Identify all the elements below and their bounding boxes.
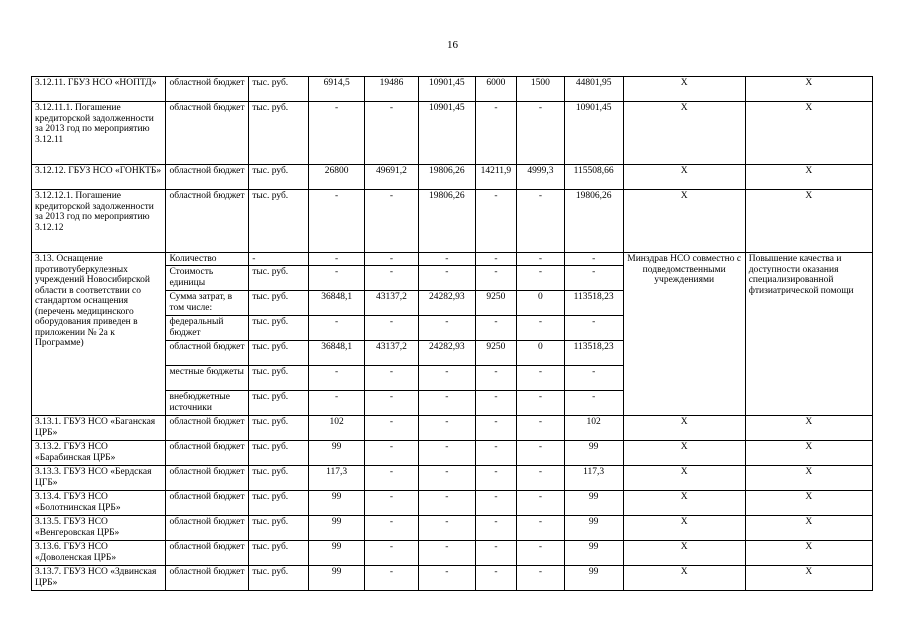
value-cell: -: [475, 466, 516, 491]
executor-cell: X: [623, 416, 745, 441]
value-cell: 19806,26: [564, 190, 623, 253]
executor-cell: X: [623, 77, 745, 102]
funding-source: областной бюджет: [166, 190, 249, 253]
value-cell: -: [418, 253, 475, 266]
value-cell: 99: [309, 441, 365, 466]
table-row: [32, 102, 873, 165]
funding-source: местные бюджеты: [166, 366, 249, 391]
value-cell: 9250: [475, 341, 516, 366]
executor-cell: X: [623, 441, 745, 466]
unit-cell: тыс. руб.: [249, 291, 309, 316]
value-cell: -: [475, 391, 516, 416]
unit-cell: тыс. руб.: [249, 391, 309, 416]
value-cell: 115508,66: [564, 165, 623, 190]
result-cell: X: [745, 102, 872, 165]
funding-source: федеральный бюджет: [166, 316, 249, 341]
value-cell: 10901,45: [418, 102, 475, 165]
unit-cell: тыс. руб.: [249, 341, 309, 366]
value-cell: -: [365, 391, 419, 416]
unit-cell: тыс. руб.: [249, 466, 309, 491]
value-cell: 14211,9: [475, 165, 516, 190]
value-cell: -: [418, 541, 475, 566]
executor-cell: Минздрав НСО совместно с подведомственными учреждениями: [623, 253, 745, 416]
value-cell: 19806,26: [418, 190, 475, 253]
unit-cell: тыс. руб.: [249, 491, 309, 516]
group-name: 3.13. Оснащение противотуберкулезных учреждений Новосибирской области в соответствии со стандартом оснащения (перечень медицинского оборудования приведен в приложении № 2а к Программе): [32, 253, 166, 416]
funding-source: областной бюджет: [166, 466, 249, 491]
unit-cell: тыс. руб.: [249, 165, 309, 190]
value-cell: 0: [517, 291, 565, 316]
value-cell: -: [517, 491, 565, 516]
value-cell: -: [517, 266, 565, 291]
value-cell: -: [475, 491, 516, 516]
value-cell: -: [309, 366, 365, 391]
value-cell: -: [517, 441, 565, 466]
value-cell: -: [564, 253, 623, 266]
executor-cell: X: [623, 541, 745, 566]
measure-name: 3.12.11. ГБУЗ НСО «НОПТД»: [32, 77, 166, 102]
value-cell: 6914,5: [309, 77, 365, 102]
value-cell: -: [517, 366, 565, 391]
funding-source: внебюджетные источники: [166, 391, 249, 416]
value-cell: 99: [309, 516, 365, 541]
value-cell: -: [517, 416, 565, 441]
table-row: [32, 416, 873, 441]
value-cell: -: [365, 516, 419, 541]
value-cell: -: [517, 541, 565, 566]
value-cell: -: [475, 190, 516, 253]
unit-cell: тыс. руб.: [249, 516, 309, 541]
value-cell: 102: [564, 416, 623, 441]
executor-cell: X: [623, 566, 745, 591]
measure-name: 3.12.12. ГБУЗ НСО «ГОНКТБ»: [32, 165, 166, 190]
value-cell: 113518,23: [564, 341, 623, 366]
page-number: 16: [447, 39, 458, 51]
table-row: [32, 466, 873, 491]
value-cell: -: [365, 466, 419, 491]
unit-cell: тыс. руб.: [249, 416, 309, 441]
value-cell: -: [365, 566, 419, 591]
funding-source: областной бюджет: [166, 77, 249, 102]
value-cell: -: [475, 441, 516, 466]
funding-source: областной бюджет: [166, 491, 249, 516]
value-cell: -: [475, 316, 516, 341]
unit-cell: тыс. руб.: [249, 541, 309, 566]
value-cell: 117,3: [564, 466, 623, 491]
value-cell: 102: [309, 416, 365, 441]
value-cell: -: [475, 366, 516, 391]
value-cell: -: [365, 190, 419, 253]
funding-source: областной бюджет: [166, 566, 249, 591]
measure-name: 3.13.4. ГБУЗ НСО «Болотнинская ЦРБ»: [32, 491, 166, 516]
value-cell: -: [517, 316, 565, 341]
value-cell: -: [365, 366, 419, 391]
value-cell: -: [517, 391, 565, 416]
value-cell: -: [309, 102, 365, 165]
value-cell: -: [564, 266, 623, 291]
funding-source: областной бюджет: [166, 102, 249, 165]
table-row: [32, 541, 873, 566]
unit-cell: тыс. руб.: [249, 441, 309, 466]
executor-cell: X: [623, 466, 745, 491]
value-cell: -: [418, 391, 475, 416]
value-cell: 26800: [309, 165, 365, 190]
value-cell: 99: [564, 491, 623, 516]
measure-name: 3.13.3. ГБУЗ НСО «Бердская ЦГБ»: [32, 466, 166, 491]
value-cell: -: [365, 491, 419, 516]
executor-cell: X: [623, 491, 745, 516]
value-cell: -: [418, 266, 475, 291]
value-cell: 99: [564, 541, 623, 566]
value-cell: 24282,93: [418, 341, 475, 366]
program-table: [31, 76, 873, 591]
funding-source: областной бюджет: [166, 165, 249, 190]
value-cell: -: [365, 316, 419, 341]
measure-name: 3.13.2. ГБУЗ НСО «Барабинская ЦРБ»: [32, 441, 166, 466]
value-cell: -: [564, 391, 623, 416]
value-cell: -: [418, 366, 475, 391]
measure-name: 3.12.11.1. Погашение кредиторской задолженности за 2013 год по мероприятию 3.12.11: [32, 102, 166, 165]
value-cell: -: [365, 541, 419, 566]
value-cell: -: [365, 253, 419, 266]
value-cell: 99: [564, 441, 623, 466]
unit-cell: тыс. руб.: [249, 566, 309, 591]
value-cell: 99: [309, 541, 365, 566]
result-cell: X: [745, 491, 872, 516]
value-cell: -: [418, 566, 475, 591]
table-row: [32, 253, 873, 266]
value-cell: -: [418, 416, 475, 441]
value-cell: 99: [564, 566, 623, 591]
value-cell: -: [564, 366, 623, 391]
unit-cell: тыс. руб.: [249, 190, 309, 253]
value-cell: -: [418, 441, 475, 466]
measure-name: 3.13.6. ГБУЗ НСО «Доволенская ЦРБ»: [32, 541, 166, 566]
table-row: [32, 77, 873, 102]
value-cell: 1500: [517, 77, 565, 102]
value-cell: -: [365, 102, 419, 165]
value-cell: -: [475, 566, 516, 591]
result-cell: X: [745, 516, 872, 541]
value-cell: -: [517, 516, 565, 541]
value-cell: 117,3: [309, 466, 365, 491]
value-cell: -: [418, 491, 475, 516]
result-cell: Повышение качества и доступности оказания специализированной фтизиатрической помощи: [745, 253, 872, 416]
table-row: [32, 165, 873, 190]
value-cell: 0: [517, 341, 565, 366]
value-cell: -: [517, 190, 565, 253]
unit-cell: тыс. руб.: [249, 316, 309, 341]
unit-cell: -: [249, 253, 309, 266]
measure-name: 3.12.12.1. Погашение кредиторской задолженности за 2013 год по мероприятию 3.12.12: [32, 190, 166, 253]
value-cell: -: [517, 253, 565, 266]
result-cell: X: [745, 416, 872, 441]
value-cell: -: [517, 102, 565, 165]
value-cell: 9250: [475, 291, 516, 316]
value-cell: 99: [309, 566, 365, 591]
value-cell: 43137,2: [365, 341, 419, 366]
funding-source: областной бюджет: [166, 441, 249, 466]
value-cell: -: [475, 266, 516, 291]
value-cell: -: [564, 316, 623, 341]
value-cell: 6000: [475, 77, 516, 102]
measure-name: 3.13.7. ГБУЗ НСО «Здвинская ЦРБ»: [32, 566, 166, 591]
value-cell: 36848,1: [309, 291, 365, 316]
result-cell: X: [745, 77, 872, 102]
value-cell: 10901,45: [564, 102, 623, 165]
funding-source: областной бюджет: [166, 341, 249, 366]
table-row: [32, 516, 873, 541]
value-cell: -: [418, 316, 475, 341]
executor-cell: X: [623, 102, 745, 165]
value-cell: -: [309, 316, 365, 341]
value-cell: 44801,95: [564, 77, 623, 102]
executor-cell: X: [623, 190, 745, 253]
value-cell: -: [365, 416, 419, 441]
result-cell: X: [745, 541, 872, 566]
value-cell: 4999,3: [517, 165, 565, 190]
value-cell: -: [475, 516, 516, 541]
value-cell: 19486: [365, 77, 419, 102]
value-cell: 49691,2: [365, 165, 419, 190]
unit-cell: тыс. руб.: [249, 102, 309, 165]
value-cell: -: [365, 266, 419, 291]
value-cell: 113518,23: [564, 291, 623, 316]
unit-cell: тыс. руб.: [249, 366, 309, 391]
value-cell: -: [309, 266, 365, 291]
result-cell: X: [745, 566, 872, 591]
result-cell: X: [745, 190, 872, 253]
value-cell: 10901,45: [418, 77, 475, 102]
executor-cell: X: [623, 516, 745, 541]
value-cell: 99: [564, 516, 623, 541]
result-cell: X: [745, 466, 872, 491]
funding-source: областной бюджет: [166, 516, 249, 541]
value-cell: -: [517, 466, 565, 491]
value-cell: 19806,26: [418, 165, 475, 190]
value-cell: -: [475, 253, 516, 266]
funding-source: Сумма затрат, в том числе:: [166, 291, 249, 316]
value-cell: -: [418, 516, 475, 541]
value-cell: -: [309, 190, 365, 253]
value-cell: 43137,2: [365, 291, 419, 316]
value-cell: 36848,1: [309, 341, 365, 366]
result-cell: X: [745, 441, 872, 466]
funding-source: областной бюджет: [166, 541, 249, 566]
table-row: [32, 566, 873, 591]
value-cell: -: [418, 466, 475, 491]
value-cell: -: [309, 253, 365, 266]
measure-name: 3.13.1. ГБУЗ НСО «Баганская ЦРБ»: [32, 416, 166, 441]
executor-cell: X: [623, 165, 745, 190]
value-cell: -: [309, 391, 365, 416]
unit-cell: тыс. руб.: [249, 77, 309, 102]
table-row: [32, 441, 873, 466]
unit-cell: тыс. руб.: [249, 266, 309, 291]
funding-source: Стоимость единицы: [166, 266, 249, 291]
value-cell: 99: [309, 491, 365, 516]
measure-name: 3.13.5. ГБУЗ НСО «Венгеровская ЦРБ»: [32, 516, 166, 541]
funding-source: Количество: [166, 253, 249, 266]
value-cell: -: [365, 441, 419, 466]
value-cell: -: [475, 416, 516, 441]
table-row: [32, 190, 873, 253]
value-cell: -: [517, 566, 565, 591]
funding-source: областной бюджет: [166, 416, 249, 441]
value-cell: -: [475, 541, 516, 566]
value-cell: 24282,93: [418, 291, 475, 316]
result-cell: X: [745, 165, 872, 190]
table-row: [32, 491, 873, 516]
value-cell: -: [475, 102, 516, 165]
